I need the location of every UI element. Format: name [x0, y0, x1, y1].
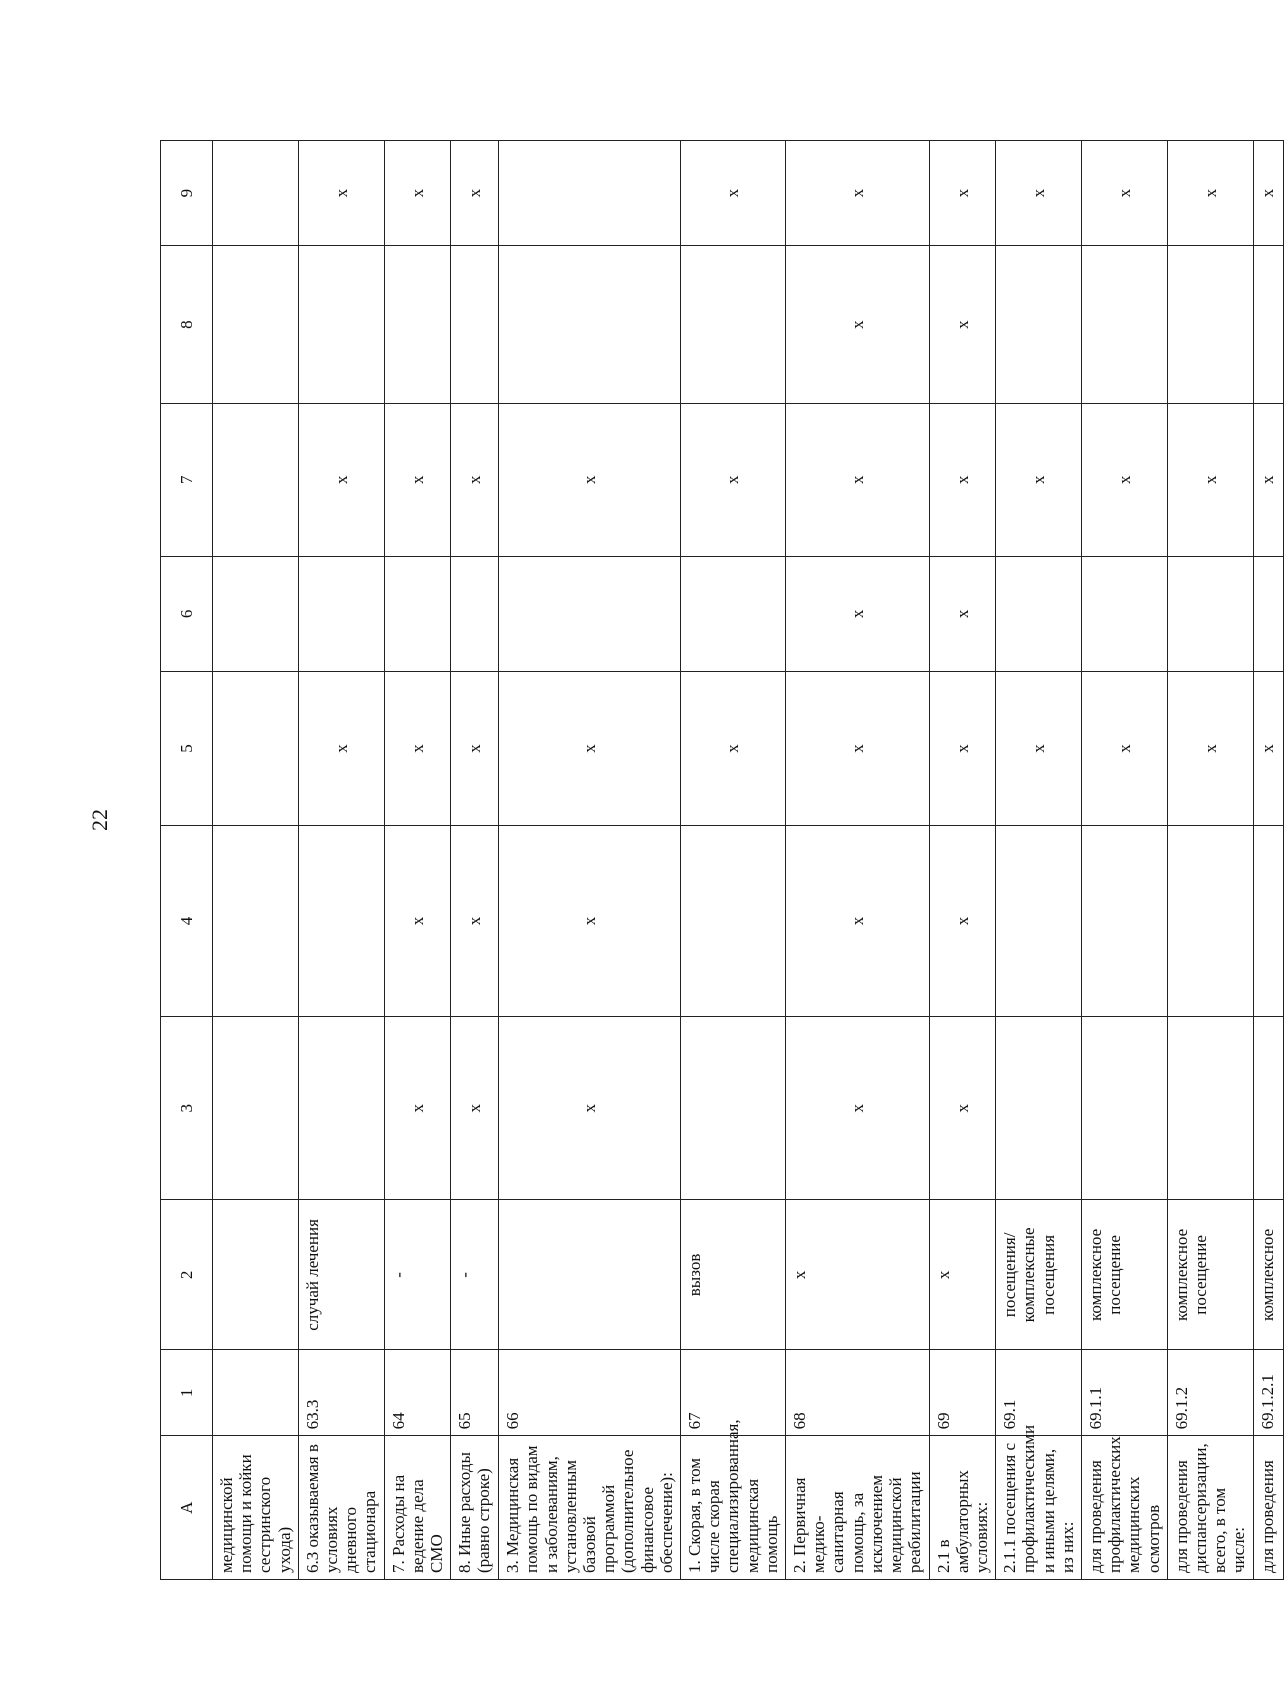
table-cell [1167, 403, 1253, 556]
table-cell [1253, 1200, 1283, 1350]
table-cell [213, 1017, 299, 1200]
cell-text: х [1114, 744, 1134, 753]
row-label-cell [786, 1436, 929, 1580]
data-table [160, 140, 1284, 1580]
table-cell [1253, 403, 1283, 556]
table-cell [1253, 672, 1283, 826]
cell-text: 67 [685, 1412, 705, 1430]
table-cell [213, 1350, 299, 1436]
cell-text: х [1200, 188, 1220, 198]
table-cell [1081, 556, 1167, 671]
table-cell [996, 825, 1082, 1016]
cell-text: 64 [388, 1412, 408, 1430]
table-cell [298, 246, 384, 404]
table-cell [929, 1350, 996, 1436]
table-cell [929, 1200, 996, 1350]
column-header: 1 [161, 1350, 213, 1436]
table-cell [1081, 1017, 1167, 1200]
cell-text: х [847, 188, 867, 198]
table-cell [213, 556, 299, 671]
cell-text: х [1114, 475, 1134, 485]
table-row [929, 141, 996, 1580]
table-row [681, 141, 786, 1580]
column-header: 3 [161, 1017, 213, 1200]
table-row [499, 141, 681, 1580]
cell-text: х [847, 475, 867, 485]
cell-text: 68 [790, 1412, 810, 1430]
cell-text: х [847, 1103, 867, 1113]
cell-text: х [847, 744, 867, 753]
table-cell [298, 825, 384, 1016]
table-cell [996, 403, 1082, 556]
row-label-cell [213, 1436, 299, 1580]
table-cell [681, 825, 786, 1016]
table-cell [1081, 1350, 1167, 1436]
table-cell [681, 1200, 786, 1350]
table-row [996, 141, 1082, 1580]
cell-text: 69.1.1 [1085, 1386, 1105, 1430]
cell-text: х [465, 188, 485, 198]
table-cell [499, 1350, 681, 1436]
table-cell [929, 246, 996, 404]
cell-text: х [465, 475, 485, 485]
cell-text: 65 [455, 1412, 475, 1430]
table-cell [1081, 1200, 1167, 1350]
cell-text: комплексное посещение [1171, 1228, 1210, 1322]
cell-text: 69.1.2.1 [1257, 1374, 1277, 1430]
cell-text: х [1200, 744, 1220, 753]
cell-text: 6.3 оказываемая в условиях дневного стационара [302, 1444, 380, 1573]
table-cell [499, 141, 681, 246]
table-cell [1081, 403, 1167, 556]
table-cell [384, 1350, 451, 1436]
table-cell [929, 672, 996, 826]
cell-text: х [952, 320, 972, 329]
table-cell [681, 141, 786, 246]
table-cell [213, 403, 299, 556]
table-cell [384, 825, 451, 1016]
cell-text: комплексное [1257, 1228, 1277, 1322]
cell-text: х [407, 744, 427, 753]
table-cell [451, 141, 499, 246]
table-cell [929, 825, 996, 1016]
table-cell [996, 1017, 1082, 1200]
table-cell [384, 246, 451, 404]
cell-text: х [1200, 475, 1220, 485]
table-cell [384, 672, 451, 826]
table-cell [681, 556, 786, 671]
table-cell [1081, 141, 1167, 246]
table-cell [1081, 672, 1167, 826]
cell-text: х [952, 916, 972, 926]
table-cell [451, 246, 499, 404]
row-label-cell [1253, 1436, 1283, 1580]
table-cell [996, 1200, 1082, 1350]
table-cell [451, 1017, 499, 1200]
cell-text: - [455, 1272, 475, 1278]
table-cell [451, 1200, 499, 1350]
table-cell [1253, 556, 1283, 671]
table-cell [786, 403, 929, 556]
cell-text: случай лечения [302, 1219, 322, 1331]
table-cell [1167, 672, 1253, 826]
table-cell [1167, 556, 1253, 671]
cell-text: х [952, 188, 972, 198]
column-header: 5 [161, 672, 213, 826]
row-label-cell [1167, 1436, 1253, 1580]
cell-text: комплексное посещение [1085, 1228, 1125, 1322]
row-label-cell [929, 1436, 996, 1580]
table-cell [996, 246, 1082, 404]
table-cell [786, 1350, 929, 1436]
table-cell [1081, 825, 1167, 1016]
row-label-cell [298, 1436, 384, 1580]
table-cell [1081, 246, 1167, 404]
row-label-cell [499, 1436, 681, 1580]
table-cell [1253, 1350, 1283, 1436]
table-cell [929, 556, 996, 671]
table-cell [1253, 246, 1283, 404]
column-header: 6 [161, 556, 213, 671]
cell-text: х [847, 320, 867, 329]
page-number: 22 [87, 809, 112, 831]
cell-text: посещения/ комплексные посещения [1000, 1227, 1058, 1323]
table-cell [786, 1200, 929, 1350]
table-cell [213, 141, 299, 246]
cell-text: х [580, 475, 600, 485]
cell-text: х [331, 188, 351, 198]
row-label-cell [1081, 1436, 1167, 1580]
table-cell [1167, 1350, 1253, 1436]
table-cell [499, 246, 681, 404]
table-cell [499, 1017, 681, 1200]
cell-text: 2.1.1 посещения с профилактическими и иными целями, из них: [1000, 1424, 1077, 1573]
table-cell [786, 246, 929, 404]
table-cell [786, 672, 929, 826]
table-cell [451, 556, 499, 671]
table-cell [996, 1350, 1082, 1436]
cell-text: 2. Первичная медико-санитарная помощь, за исключением медицинской реабилитации [790, 1471, 925, 1573]
cell-text: х [847, 916, 867, 926]
cell-text: 63.3 [302, 1399, 322, 1430]
cell-text: вызов [685, 1253, 705, 1297]
cell-text: х [465, 744, 485, 753]
table-row [384, 141, 451, 1580]
cell-text: медицинской помощи и койки сестринского ухода) [217, 1454, 294, 1573]
table-cell [213, 672, 299, 826]
row-label-cell [996, 1424, 1082, 1580]
table-cell [929, 403, 996, 556]
table-cell [499, 672, 681, 826]
table-cell [681, 246, 786, 404]
table-cell [929, 141, 996, 246]
column-header: 8 [161, 246, 213, 404]
cell-text: х [580, 1103, 600, 1113]
cell-text: х [1258, 188, 1278, 198]
cell-text: х [407, 916, 427, 926]
cell-text: 7. Расходы на ведение дела СМО [388, 1474, 447, 1573]
cell-text: х [1114, 188, 1134, 198]
cell-text: 1. Скорая, в том числе скорая специализированная, медицинская помощь [685, 1419, 781, 1573]
table-row [298, 141, 384, 1580]
cell-text: х [790, 1270, 810, 1280]
column-header: A [161, 1436, 213, 1580]
table-cell [929, 1017, 996, 1200]
cell-text: 69.1.2 [1171, 1386, 1191, 1430]
cell-text: - [388, 1272, 408, 1278]
table-cell [451, 1350, 499, 1436]
table-cell [384, 141, 451, 246]
table-cell [384, 403, 451, 556]
column-header: 2 [161, 1200, 213, 1350]
cell-text: х [952, 609, 972, 619]
table-cell [499, 1200, 681, 1350]
table-row [1253, 141, 1283, 1580]
table-cell [786, 556, 929, 671]
column-header: 9 [161, 141, 213, 246]
cell-text: х [580, 744, 600, 753]
cell-text: х [952, 475, 972, 485]
column-header: 7 [161, 403, 213, 556]
cell-text: 66 [503, 1412, 523, 1430]
table-cell [1167, 141, 1253, 246]
table-cell [1253, 825, 1283, 1016]
table-row [1167, 141, 1253, 1580]
table-cell [681, 1017, 786, 1200]
table-cell [298, 556, 384, 671]
table-cell [681, 672, 786, 826]
table-row [213, 141, 299, 1580]
table-cell [499, 556, 681, 671]
table-cell [1167, 1017, 1253, 1200]
table-cell [1253, 141, 1283, 246]
cell-text: х [1028, 188, 1048, 198]
cell-text: х [465, 1103, 485, 1113]
table-cell [786, 825, 929, 1016]
table-cell [1253, 1017, 1283, 1200]
cell-text: х [1258, 744, 1278, 753]
cell-text: х [723, 475, 743, 485]
cell-text: для проведения профилактических медицинских осмотров [1085, 1436, 1163, 1573]
table-cell [213, 1200, 299, 1350]
table-cell [1167, 825, 1253, 1016]
cell-text: х [1028, 475, 1048, 485]
table-cell [384, 1017, 451, 1200]
cell-text: 8. Иные расходы (равно строке) [455, 1452, 494, 1573]
table-cell [451, 825, 499, 1016]
table-cell [213, 825, 299, 1016]
cell-text: х [407, 188, 427, 198]
column-header: 4 [161, 825, 213, 1016]
cell-text: 3. Медицинская помощь по видам и заболеваниям, установленным базовой программой (дополнительное финансовое обеспечение): [503, 1445, 676, 1573]
cell-text: 69 [933, 1412, 953, 1430]
cell-text: х [465, 916, 485, 926]
table-cell [786, 1017, 929, 1200]
header-row [161, 141, 213, 1580]
table-cell [681, 403, 786, 556]
cell-text: х [407, 1103, 427, 1113]
cell-text: х [952, 744, 972, 753]
cell-text: х [847, 609, 867, 619]
table-cell [1167, 246, 1253, 404]
table-cell [996, 141, 1082, 246]
cell-text: х [1258, 475, 1278, 485]
table-cell [996, 672, 1082, 826]
table-cell [298, 1017, 384, 1200]
cell-text: х [723, 188, 743, 198]
table-row [451, 141, 499, 1580]
cell-text: 69.1 [1000, 1399, 1020, 1430]
cell-text: х [1028, 744, 1048, 753]
table-cell [298, 141, 384, 246]
cell-text: х [933, 1270, 953, 1280]
table-cell [786, 141, 929, 246]
table-cell [1167, 1200, 1253, 1350]
table-cell [384, 1200, 451, 1350]
table-cell [384, 556, 451, 671]
cell-text: х [723, 744, 743, 753]
cell-text: х [331, 475, 351, 485]
table-cell [213, 246, 299, 404]
table-cell [298, 1350, 384, 1436]
cell-text: 2.1 в амбулаторных условиях: [933, 1470, 991, 1573]
table-cell [451, 672, 499, 826]
table-cell [499, 403, 681, 556]
cell-text: для проведения [1257, 1460, 1277, 1573]
cell-text: х [952, 1103, 972, 1113]
cell-text: х [580, 916, 600, 926]
table-cell [996, 556, 1082, 671]
table-cell [298, 403, 384, 556]
cell-text: х [407, 475, 427, 485]
table-cell [499, 825, 681, 1016]
cell-text: для проведения диспансеризации, всего, в том числе: [1171, 1443, 1249, 1573]
table-container [160, 140, 1278, 1580]
table-cell [451, 403, 499, 556]
table-row [786, 141, 929, 1580]
table-row [1081, 141, 1167, 1580]
cell-text: х [331, 744, 351, 753]
table-cell [298, 672, 384, 826]
row-label-cell [384, 1436, 451, 1580]
row-label-cell [451, 1436, 499, 1580]
table-cell [298, 1200, 384, 1350]
